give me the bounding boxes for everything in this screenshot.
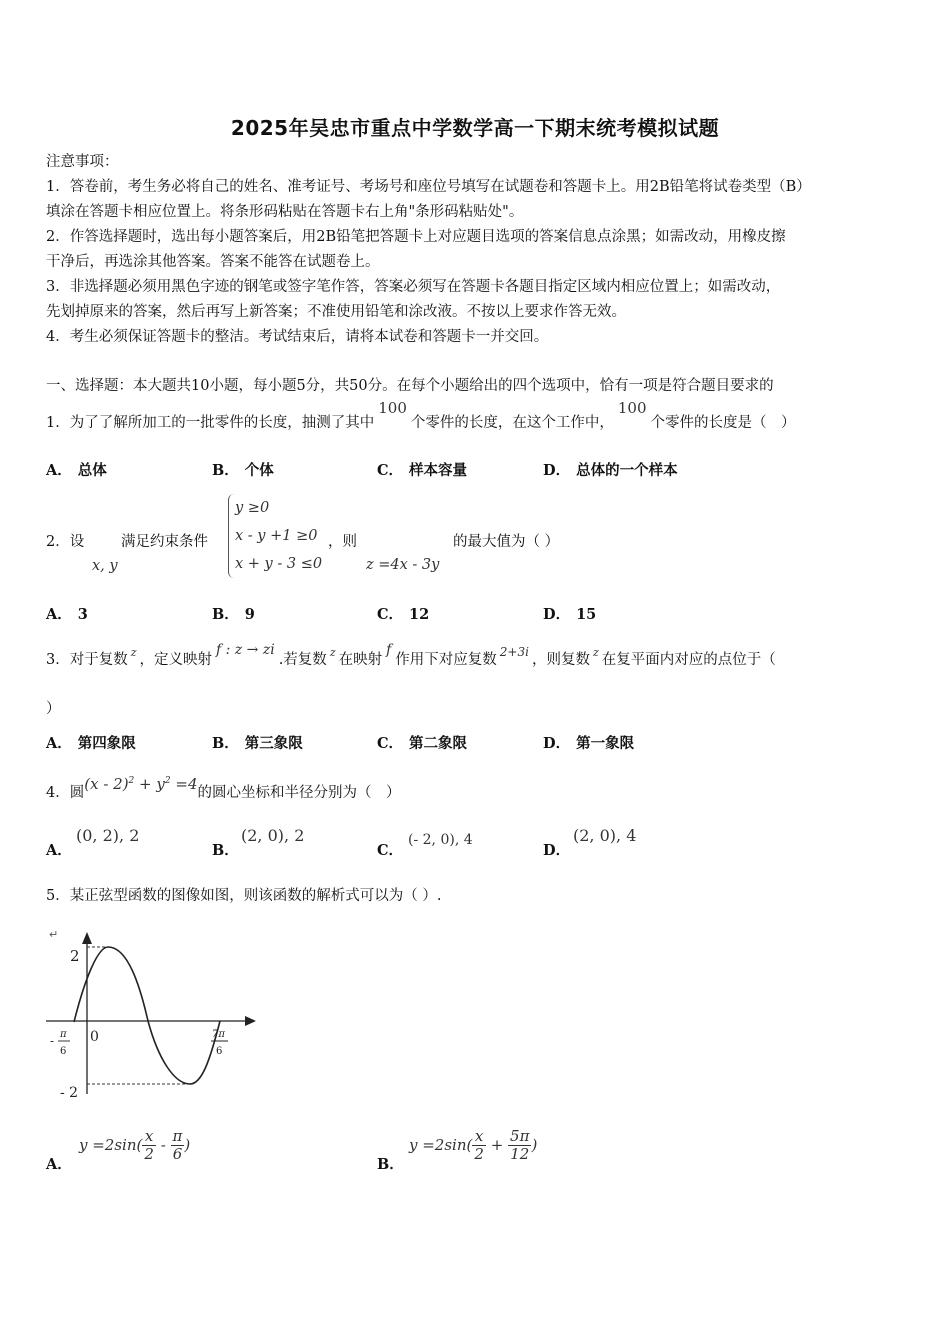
question-5: 5．某正弦型函数的图像如图，则该函数的解析式可以为（ ）. — [46, 888, 442, 904]
notice-line: 填涂在答题卡相应位置上。将条形码粘贴在答题卡右上角"条形码粘贴处"。 — [46, 204, 524, 220]
y-max-label: 2 — [70, 947, 80, 965]
option-c[interactable]: C． 样本容量 — [377, 462, 468, 479]
right-tick-num: 7π — [212, 1029, 225, 1040]
option-a[interactable]: A． 总体 — [46, 462, 107, 479]
option-a[interactable]: A． 3 — [46, 606, 88, 623]
option-b[interactable]: B． 个体 — [212, 462, 274, 479]
option-d[interactable]: D． 总体的一个样本 — [543, 462, 678, 479]
option-d[interactable]: D． 15 — [543, 606, 597, 623]
constraint-system: y ≥0 x - y +1 ≥0 x + y - 3 ≤0 — [228, 494, 322, 578]
x-axis-arrow — [245, 1016, 256, 1026]
notice-line: 1．答卷前，考生务必将自己的姓名、准考证号、考场号和座位号填写在试题卷和答题卡上。用2B铅笔将试卷类型（B） — [46, 179, 811, 195]
question-3-end: ） — [46, 701, 61, 717]
number-100: 100 — [617, 399, 647, 417]
question-3: 3．对于复数 $^z$ ，定义映射f : z → zi.若复数 $^z$ 在映射f作用下对应复数 $^{2+3i}$ ，则复数 $^z$ 在复平面内对应的点位于（ — [46, 642, 776, 668]
question-2-text: ，则 — [328, 534, 357, 550]
left-tick-den: 6 — [60, 1046, 67, 1057]
notice-heading: 注意事项： — [46, 154, 119, 170]
number-100: 100 — [378, 399, 407, 417]
sine-curve — [74, 947, 223, 1084]
option-b[interactable]: B． 第三象限 — [212, 735, 303, 752]
page-title: 2025年吴忠市重点中学数学高一下期末统考模拟试题 — [230, 116, 720, 140]
option-a-formula: y =2sin( $\frac{x}{2}$ - $\frac{\pi}{6}$ ) — [79, 1127, 191, 1163]
question-2-text: 的最大值为（ ） — [453, 534, 560, 550]
notice-line: 干净后，再选涂其他答案。答案不能答在试题卷上。 — [46, 254, 380, 270]
option-b[interactable]: B． — [377, 1156, 404, 1173]
option-c-value: (- 2, 0), 4 — [408, 832, 473, 848]
question-2-text: 2．设 — [46, 534, 85, 550]
notice-line: 4．考生必须保证答题卡的整洁。考试结束后，请将本试卷和答题卡一并交回。 — [46, 329, 549, 345]
option-c[interactable]: C． — [377, 842, 404, 859]
option-b[interactable]: B． 9 — [212, 606, 255, 623]
question-1: 1．为了了解所加工的一批零件的长度，抽测了其中100个零件的长度，在这个工作中，100个零件的长度是（ ） — [46, 399, 796, 431]
left-tick-num: π — [60, 1029, 67, 1040]
option-c[interactable]: C． 12 — [377, 606, 430, 623]
question-4: 4．圆$(x - 2)^2 + y^2 =4$的圆心坐标和半径分别为（ ） — [46, 775, 401, 801]
option-a[interactable]: A． 第四象限 — [46, 735, 136, 752]
y-min-label: - 2 — [60, 1085, 79, 1101]
section-heading: 一、选择题：本大题共10小题，每小题5分，共50分。在每个小题给出的四个选项中，恰有一项是符合题目要求的 — [46, 378, 774, 394]
option-a[interactable]: A． — [46, 1156, 72, 1173]
return-mark: ↵ — [49, 928, 59, 941]
notice-line: 3．非选择题必须用黑色字迹的钢笔或签字笔作答，答案必须写在答题卡各题目指定区域内相应位置上；如需改动， — [46, 279, 781, 295]
y-axis-arrow — [82, 932, 92, 944]
notice-line: 先划掉原来的答案，然后再写上新答案；不准使用铅笔和涂改液。不按以上要求作答无效。 — [46, 304, 626, 320]
option-c[interactable]: C． 第二象限 — [377, 735, 468, 752]
option-b-value: (2, 0), 2 — [241, 826, 305, 845]
origin-label: 0 — [90, 1029, 99, 1045]
option-d[interactable]: D． 第一象限 — [543, 735, 635, 752]
question-2-text: 满足约束条件 — [121, 534, 208, 550]
option-a[interactable]: A． — [46, 842, 72, 859]
sine-graph — [40, 920, 280, 1110]
option-d-value: (2, 0), 4 — [573, 826, 637, 845]
notice-line: 2．作答选择题时，选出每小题答案后，用2B铅笔把答题卡上对应题目选项的答案信息点涂黑；如需改动，用橡皮擦 — [46, 229, 786, 245]
option-b[interactable]: B． — [212, 842, 239, 859]
left-minus: - — [50, 1034, 55, 1048]
option-b-formula: y =2sin( $\frac{x}{2}$ + $\frac{5\pi}{12}$ ) — [409, 1127, 538, 1163]
objective-z: z =4x - 3y — [366, 557, 440, 573]
vars-xy: x, y — [92, 558, 118, 574]
circle-equation: $(x - 2)^2 + y^2 =4$ — [84, 775, 198, 793]
option-a-value: (0, 2), 2 — [76, 826, 140, 845]
right-tick-den: 6 — [216, 1046, 223, 1057]
option-d[interactable]: D． — [543, 842, 571, 859]
